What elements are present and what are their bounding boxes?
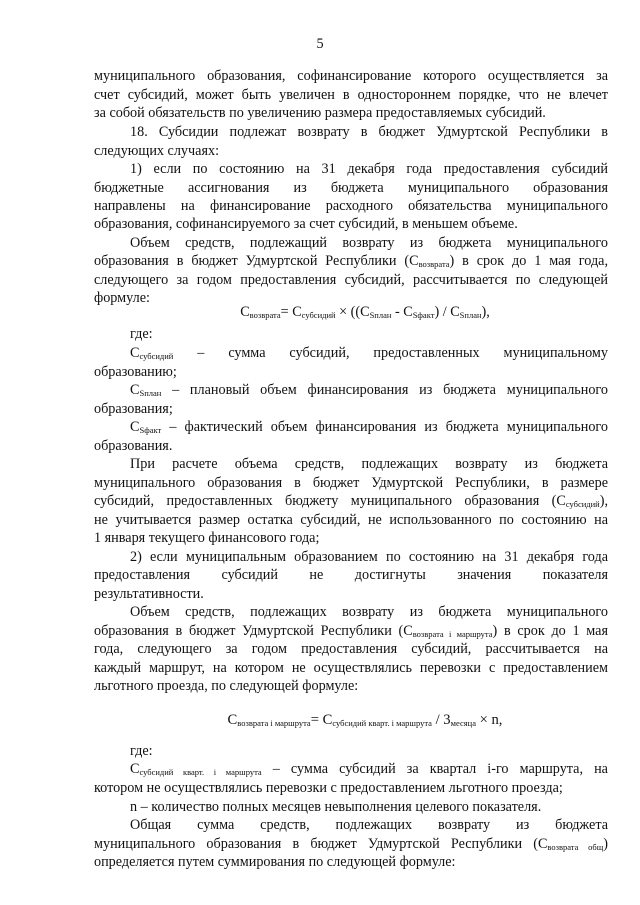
text-run: × ((С xyxy=(335,304,370,320)
text-run: образованию; xyxy=(94,364,177,380)
text-run: муниципального образования, софинансирование которого осуществляется за xyxy=(94,68,608,84)
text-run: направлены на финансирование расходного обязательства муниципального xyxy=(94,198,608,214)
text-line xyxy=(94,197,608,215)
text-line xyxy=(94,566,608,584)
text-run: n – количество полных месяцев невыполнения целевого показателя. xyxy=(130,799,542,815)
text-run: определяется путем суммирования по следующей формуле: xyxy=(94,854,456,870)
subscript: возврата общ xyxy=(547,842,604,852)
text-run: С xyxy=(130,419,140,435)
text-run: образования в бюджет Удмуртской Республики (С xyxy=(94,253,419,269)
text-line xyxy=(94,363,608,381)
text-run: образования. xyxy=(94,438,173,454)
text-run: 2) если муниципальным образованием по состоянию на 31 декабря года xyxy=(130,549,608,565)
text-run: – плановый объем финансирования из бюджета муниципального xyxy=(161,382,608,398)
subscript: субсидий кварт. i маршрута xyxy=(332,718,432,728)
subscript: месяца xyxy=(450,718,476,728)
text-line xyxy=(94,271,608,289)
text-line xyxy=(94,400,608,418)
text-line xyxy=(94,585,608,603)
text-line xyxy=(94,622,608,640)
text-run: Общая сумма средств, подлежащих возврату из бюджета xyxy=(130,817,608,833)
text-run: ) xyxy=(603,836,609,852)
subscript: субсидий xyxy=(139,351,174,361)
text-line xyxy=(130,816,608,834)
text-run: = С xyxy=(280,304,302,320)
text-run: При расчете объема средств, подлежащих возврату из бюджета xyxy=(130,456,608,472)
text-run: счет субсидий, может быть увеличен в одностороннем порядке, что не влечет xyxy=(94,87,608,103)
text-line xyxy=(94,215,608,233)
text-run: / 3 xyxy=(431,712,451,728)
text-run: образования, софинансируемого за счет субсидий, в меньшем объеме. xyxy=(94,216,518,232)
text-run: бюджетные ассигнования из бюджета муниципального образования xyxy=(94,180,608,196)
text-line xyxy=(94,437,608,455)
text-line xyxy=(130,548,608,566)
text-run: ) / С xyxy=(434,304,460,320)
text-run: × n, xyxy=(475,712,503,728)
text-run: следующих случаях: xyxy=(94,143,220,159)
text-run: ), xyxy=(599,493,608,509)
text-run: года, следующего за годом предоставления субсидий, рассчитывается на xyxy=(94,641,608,657)
text-line xyxy=(94,86,608,104)
text-run: муниципального образования в бюджет Удмуртской Республики (С xyxy=(94,836,548,852)
text-run: ) в срок до 1 мая xyxy=(492,623,608,639)
text-line xyxy=(94,252,608,270)
formula-2 xyxy=(150,711,580,729)
text-run: образования; xyxy=(94,401,173,417)
text-run: котором не осуществлялись перевозки с предоставлением льготного проезда; xyxy=(94,780,563,796)
text-run: Объем средств, подлежащий возврату из бюджета муниципального xyxy=(130,235,608,251)
text-line xyxy=(130,418,608,436)
text-line xyxy=(130,381,608,399)
text-run: С xyxy=(130,345,140,361)
text-run: результативности. xyxy=(94,586,204,602)
subscript: возврата xyxy=(418,259,450,269)
page-number: 5 xyxy=(316,36,324,52)
text-line xyxy=(94,640,608,658)
subscript: Sплан xyxy=(139,388,162,398)
text-line xyxy=(130,798,608,816)
text-line xyxy=(130,344,608,362)
text-line xyxy=(130,325,608,343)
text-line xyxy=(94,67,608,85)
text-line xyxy=(130,455,608,473)
text-line xyxy=(94,853,608,871)
subscript: возврата i маршрута xyxy=(237,718,311,728)
text-run: не учитывается размер остатка субсидий, не использованного по состоянию на xyxy=(94,512,608,528)
formula-1 xyxy=(150,303,580,321)
text-line xyxy=(94,835,608,853)
text-run: ), xyxy=(481,304,490,320)
text-run: где: xyxy=(130,743,153,759)
text-run: – сумма субсидий, предоставленных муниципальному xyxy=(173,345,608,361)
text-run: - С xyxy=(391,304,413,320)
text-run: каждый маршрут, на котором не осуществлялись перевозки с предоставлением xyxy=(94,660,608,676)
subscript: субсидий xyxy=(565,499,600,509)
text-run: 1) если по состоянию на 31 декабря года предоставления субсидий xyxy=(130,161,608,177)
text-line xyxy=(94,677,608,695)
text-run: – фактический объем финансирования из бюджета муниципального xyxy=(161,419,608,435)
subscript: Sфакт xyxy=(412,310,435,320)
text-run: С xyxy=(227,712,238,728)
text-line xyxy=(94,659,608,677)
text-run: С xyxy=(130,761,140,777)
text-run: за собой обязательств по увеличению размера предоставляемых субсидий. xyxy=(94,105,546,121)
text-run: С xyxy=(130,382,140,398)
text-line xyxy=(94,142,608,160)
subscript: возврата i маршрута xyxy=(412,629,493,639)
text-run: Объем средств, подлежащих возврату из бюджета муниципального xyxy=(130,604,608,620)
text-line xyxy=(130,123,608,141)
subscript: субсидий кварт. i маршрута xyxy=(139,767,262,777)
subscript: Sплан xyxy=(459,310,482,320)
text-run: = С xyxy=(310,712,333,728)
text-run: муниципального образования в бюджет Удмуртской Республики, в размере xyxy=(94,475,608,491)
text-line xyxy=(130,760,608,778)
text-run: – сумма субсидий за квартал i-го маршрута, на xyxy=(261,761,608,777)
text-line xyxy=(94,104,608,122)
text-line xyxy=(130,234,608,252)
text-run: где: xyxy=(130,326,153,342)
subscript: Sфакт xyxy=(139,425,162,435)
text-line xyxy=(94,492,608,510)
text-line xyxy=(94,474,608,492)
text-line xyxy=(130,160,608,178)
text-line xyxy=(94,779,608,797)
text-line xyxy=(94,179,608,197)
text-line xyxy=(130,742,608,760)
text-run: 1 января текущего финансового года; xyxy=(94,530,320,546)
text-run: субсидий, предоставленных бюджету муниципального образования (С xyxy=(94,493,566,509)
text-run: образования в бюджет Удмуртской Республики (С xyxy=(94,623,413,639)
text-run: 18. Субсидии подлежат возврату в бюджет Удмуртской Республики в xyxy=(130,124,608,140)
text-run: предоставления субсидий не достигнуты значения показателя xyxy=(94,567,608,583)
text-run: ) в срок до 1 мая года, xyxy=(449,253,609,269)
text-line xyxy=(130,603,608,621)
text-run: С xyxy=(240,304,250,320)
subscript: субсидий xyxy=(301,310,336,320)
text-run: формуле: xyxy=(94,290,150,306)
text-run: следующего за годом предоставления субсидий, рассчитывается по следующей xyxy=(94,272,608,288)
subscript: Sплан xyxy=(369,310,392,320)
subscript: возврата xyxy=(249,310,281,320)
text-line xyxy=(94,529,608,547)
text-line xyxy=(94,511,608,529)
text-run: льготного проезда, по следующей формуле: xyxy=(94,678,359,694)
